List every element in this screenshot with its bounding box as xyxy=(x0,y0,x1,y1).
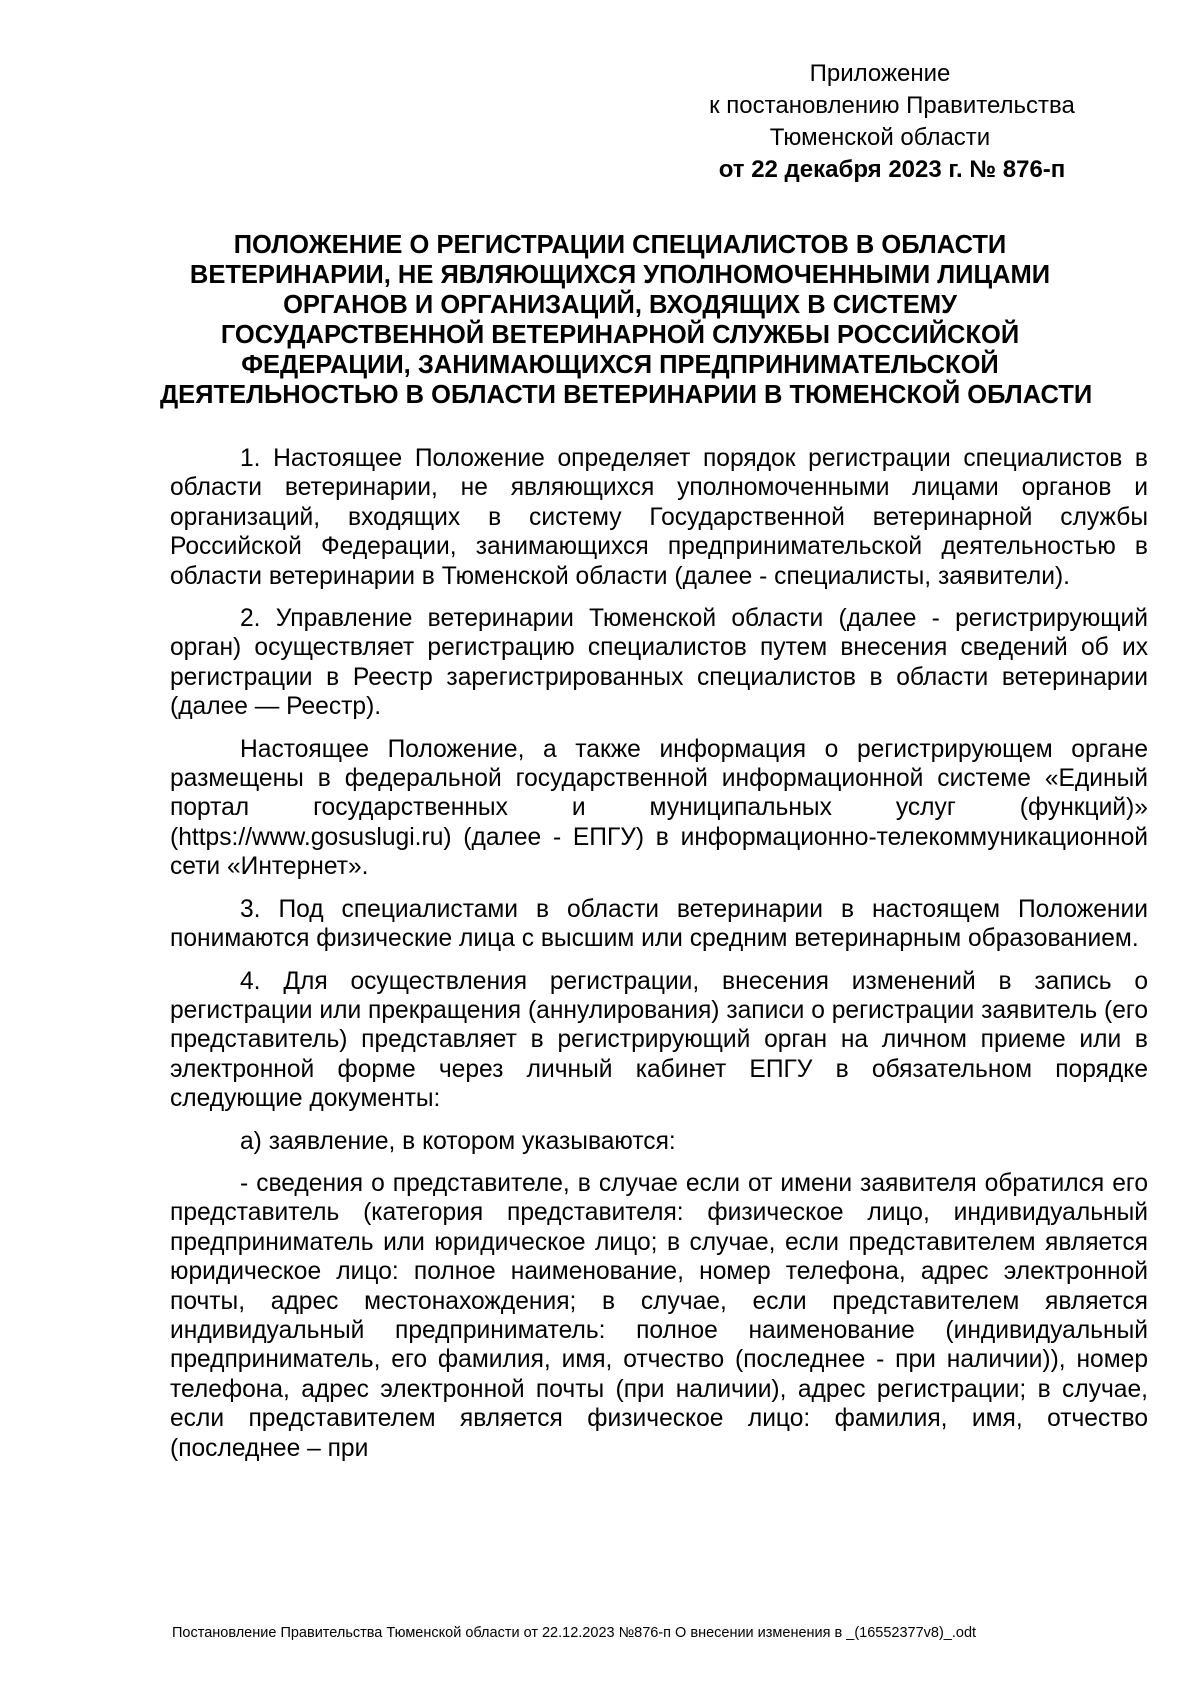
appendix-date-number: от 22 декабря 2023 г. № 876-п xyxy=(718,156,1066,183)
document-body xyxy=(170,444,1148,1476)
paragraph-subitem-a: а) заявление, в котором указываются: xyxy=(240,1127,676,1155)
paragraph-item-1: 1. Настоящее Положение определяет порядок регистрации специалистов в области ветеринарии, не являющихся уполномоченными лицами органов и организаций, входящих в систему Государственной ветеринарной службы Российской Федерации, занимающихся предпринимательской деятельностью в области ветеринарии в Тюменской области (далее - специалисты, заявители). xyxy=(170,445,1148,590)
appendix-header xyxy=(640,58,1120,186)
page-footer: Постановление Правительства Тюменской области от 22.12.2023 №876-п О внесении изменения в _(16552377v8)_.odt xyxy=(172,1625,977,1641)
paragraph-publication-info: Настоящее Положение, а также информация о регистрирующем органе размещены в федеральной государственной информационной системе «Единый портал государственных и муниципальных услуг (функций)» (https://www.gosuslugi.ru) (далее - ЕПГУ) в информационно-телекоммуникационной сети «Интернет». xyxy=(170,735,1148,881)
document-title xyxy=(160,230,1093,410)
title-line: ГОСУДАРСТВЕННОЙ ВЕТЕРИНАРНОЙ СЛУЖБЫ РОССИЙСКОЙ xyxy=(220,321,1020,349)
title-line: ОРГАНОВ И ОРГАНИЗАЦИЙ, ВХОДЯЩИХ В СИСТЕМУ xyxy=(283,291,957,319)
appendix-label: Приложение xyxy=(809,60,951,87)
appendix-resolution-reference: к постановлению Правительства xyxy=(709,92,1075,119)
paragraph-item-3: 3. Под специалистами в области ветеринарии в настоящем Положении понимаются физические лица с высшим или средним ветеринарным образованием. xyxy=(170,895,1148,953)
paragraph-representative-info: - сведения о представителе, в случае если от имени заявителя обратился его представитель (категория представителя: физическое лицо, индивидуальный предприниматель или юридическое лицо; в случае, если представителем является юридическое лицо: полное наименование, номер телефона, адрес электронной почты, адрес местонахождения; в случае, если представителем является индивидуальный предприниматель: полное наименование (индивидуальный предприниматель, его фамилия, имя, отчество (последнее - при наличии)), номер телефона, адрес электронной почты (при наличии), адрес регистрации; в случае, если представителем является физическое лицо: фамилия, имя, отчество (последнее – при xyxy=(170,1169,1148,1462)
paragraph-item-4: 4. Для осуществления регистрации, внесения изменений в запись о регистрации или прекращения (аннулирования) записи о регистрации заявитель (его представитель) представляет в регистрирующий орган на личном приеме или в электронной форме через личный кабинет ЕПГУ в обязательном порядке следующие документы: xyxy=(170,967,1148,1113)
title-line: ВЕТЕРИНАРИИ, НЕ ЯВЛЯЮЩИХСЯ УПОЛНОМОЧЕННЫМИ ЛИЦАМИ xyxy=(189,261,1051,289)
title-line: ПОЛОЖЕНИЕ О РЕГИСТРАЦИИ СПЕЦИАЛИСТОВ В ОБЛАСТИ xyxy=(233,231,1007,259)
appendix-region: Тюменской области xyxy=(769,124,991,151)
paragraph-item-2: 2. Управление ветеринарии Тюменской области (далее - регистрирующий орган) осуществляет регистрацию специалистов путем внесения сведений об их регистрации в Реестр зарегистрированных специалистов в области ветеринарии (далее — Реестр). xyxy=(170,605,1148,721)
title-line: ФЕДЕРАЦИИ, ЗАНИМАЮЩИХСЯ ПРЕДПРИНИМАТЕЛЬСКОЙ xyxy=(241,351,999,379)
title-line: ДЕЯТЕЛЬНОСТЬЮ В ОБЛАСТИ ВЕТЕРИНАРИИ В ТЮМЕНСКОЙ ОБЛАСТИ xyxy=(160,381,1093,409)
